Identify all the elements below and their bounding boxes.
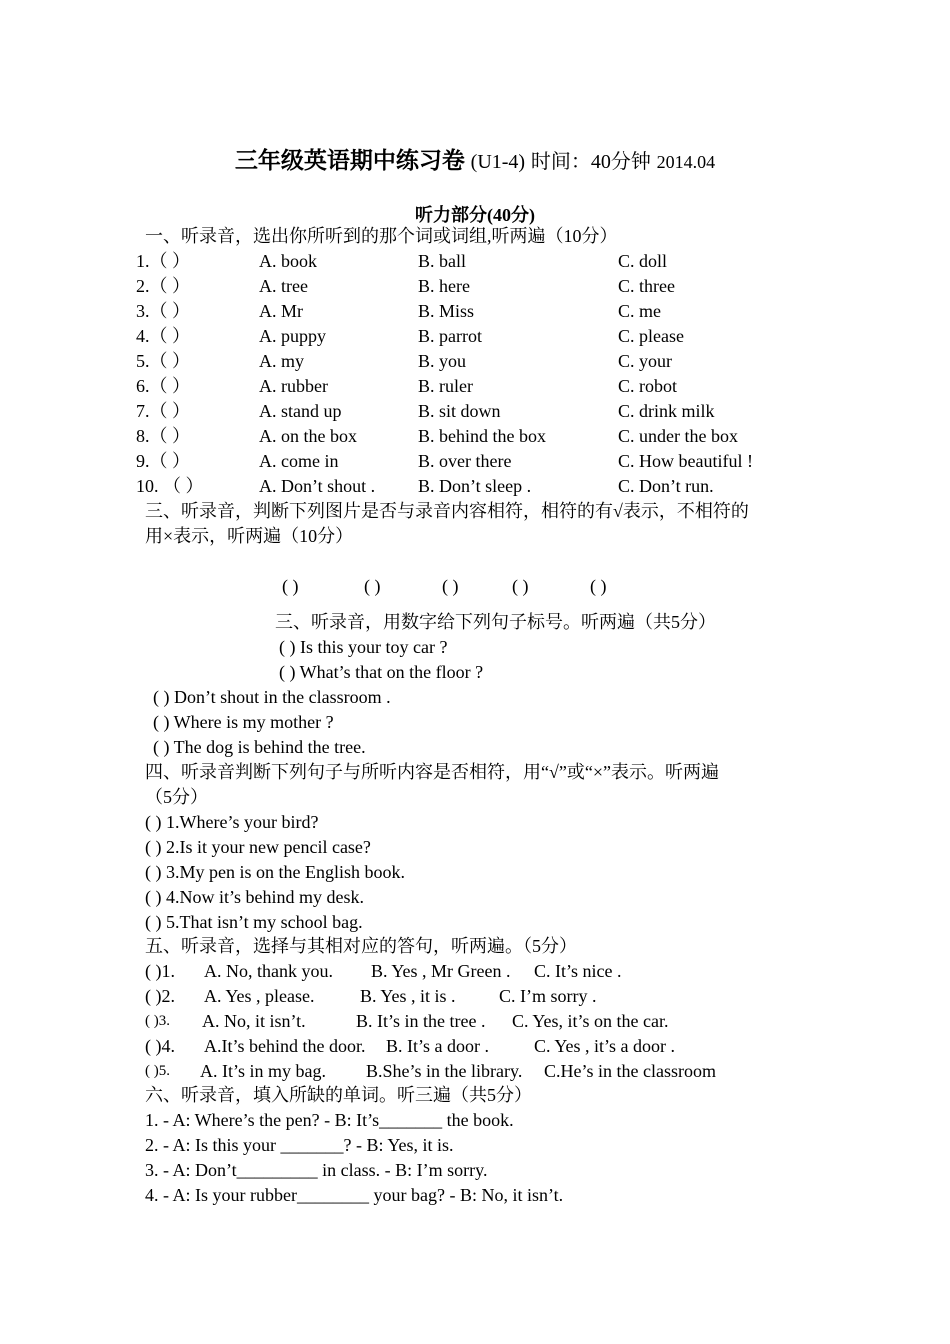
list-item: ( ) 4.Now it’s behind my desk. (145, 887, 364, 907)
question-number: 1.（ ） (136, 251, 190, 271)
question-number: ( )2. (145, 986, 175, 1006)
list-item: 2. - A: Is this your _______? - B: Yes, it is. (145, 1135, 454, 1155)
option-a: A. No, thank you. (204, 961, 333, 981)
option-b: B. It’s a door . (386, 1036, 489, 1056)
option-b: B. here (418, 276, 470, 296)
question-number: ( )1. (145, 961, 175, 981)
answer-bracket: ( ) (282, 576, 299, 596)
question-number: 6.（ ） (136, 376, 190, 396)
option-c: C. doll (618, 251, 668, 271)
section2-heading-line1: 三、听录音，判断下列图片是否与录音内容相符，相符的有√表示，不相符的 (145, 501, 749, 521)
list-item: ( ) 3.My pen is on the English book. (145, 862, 405, 882)
question-number: 8.（ ） (136, 426, 190, 446)
section5-heading: 五、听录音，选择与其相对应的答句，听两遍。（5分） (145, 936, 577, 956)
option-b: B. Yes , it is . (360, 986, 456, 1006)
list-item: 4. - A: Is your rubber________ your bag? - B: No, it isn’t. (145, 1185, 564, 1205)
option-a: A. Don’t shout . (259, 476, 376, 496)
option-a: A. Yes , please. (204, 986, 315, 1006)
answer-bracket: ( ) (442, 576, 459, 596)
list-item: ( ) What’s that on the floor ? (279, 662, 484, 682)
option-c: C. How beautiful ! (618, 451, 753, 471)
option-b: B. sit down (418, 401, 501, 421)
page-title (0, 146, 950, 177)
question-number: 7.（ ） (136, 401, 190, 421)
option-b: B. Don’t sleep . (418, 476, 532, 496)
list-item: ( ) 5.That isn’t my school bag. (145, 912, 363, 932)
option-a: A. come in (259, 451, 339, 471)
option-b: B. Miss (418, 301, 475, 321)
option-a: A. No, it isn’t. (202, 1011, 306, 1031)
option-a: A. book (259, 251, 317, 271)
question-number: 3.（ ） (136, 301, 190, 321)
option-b: B.She’s in the library. (366, 1061, 523, 1081)
list-item: ( ) Where is my mother ? (153, 712, 334, 732)
question-number: 5.（ ） (136, 351, 190, 371)
question-number: 9.（ ） (136, 451, 190, 471)
option-c: C. me (618, 301, 661, 321)
section2-heading-line2: 用×表示，听两遍（10分） (145, 526, 354, 546)
question-number: 2.（ ） (136, 276, 190, 296)
option-b: B. over there (418, 451, 512, 471)
answer-bracket: ( ) (364, 576, 381, 596)
question-number: ( )4. (145, 1036, 175, 1056)
section4-heading-line1: 四、听录音判断下列句子与所听内容是否相符，用“√”或“×”表示。听两遍 (145, 762, 719, 782)
option-c: C. your (618, 351, 672, 371)
option-a: A. stand up (259, 401, 342, 421)
option-a: A. It’s in my bag. (200, 1061, 326, 1081)
section6-heading: 六、听录音，填入所缺的单词。听三遍（共5分） (145, 1085, 532, 1105)
option-c: C. drink milk (618, 401, 715, 421)
list-item: 1. - A: Where’s the pen? - B: It’s_______ the book. (145, 1110, 514, 1130)
title-chinese: 三年级英语期中练习卷 (234, 148, 465, 173)
answer-bracket: ( ) (512, 576, 529, 596)
option-a: A. my (259, 351, 304, 371)
option-b: B. It’s in the tree . (356, 1011, 486, 1031)
option-a: A. on the box (259, 426, 357, 446)
question-number: 10. （ ） (136, 476, 204, 496)
option-a: A. tree (259, 276, 308, 296)
option-b: B. behind the box (418, 426, 546, 446)
list-item: ( ) 2.Is it your new pencil case? (145, 837, 371, 857)
option-b: B. Yes , Mr Green . (371, 961, 511, 981)
title-units: (U1-4) (470, 151, 526, 173)
option-a: A. Mr (259, 301, 303, 321)
listening-heading: 听力部分(40分) (415, 205, 535, 225)
question-number: ( )5. (145, 1063, 170, 1079)
option-a: A. puppy (259, 326, 326, 346)
option-c: C. Yes, it’s on the car. (512, 1011, 669, 1031)
option-b: B. ruler (418, 376, 473, 396)
section3-heading: 三、听录音，用数字给下列句子标号。听两遍（共5分） (275, 612, 716, 632)
option-c: C. I’m sorry . (499, 986, 597, 1006)
option-a: A.It’s behind the door. (204, 1036, 366, 1056)
option-c: C. please (618, 326, 684, 346)
list-item: ( ) The dog is behind the tree. (153, 737, 366, 757)
title-date: 2014.04 (656, 152, 716, 172)
option-b: B. you (418, 351, 467, 371)
option-c: C. three (618, 276, 675, 296)
option-b: B. parrot (418, 326, 482, 346)
option-c: C. Yes , it’s a door . (534, 1036, 676, 1056)
list-item: ( ) Don’t shout in the classroom . (153, 687, 391, 707)
option-c: C. robot (618, 376, 678, 396)
section1-heading: 一、听录音，选出你所听到的那个词或词组,听两遍（10分） (145, 226, 618, 246)
option-c: C. under the box (618, 426, 738, 446)
option-c: C. Don’t run. (618, 476, 714, 496)
title-time: 时间：40分钟 (530, 151, 651, 173)
list-item: ( ) Is this your toy car ? (279, 637, 448, 657)
list-item: ( ) 1.Where’s your bird? (145, 812, 319, 832)
question-number: ( )3. (145, 1013, 170, 1029)
question-number: 4.（ ） (136, 326, 190, 346)
list-item: 3. - A: Don’t_________ in class. - B: I’m sorry. (145, 1160, 488, 1180)
section4-heading-line2: （5分） (145, 787, 208, 807)
answer-bracket: ( ) (590, 576, 607, 596)
option-b: B. ball (418, 251, 466, 271)
option-a: A. rubber (259, 376, 328, 396)
option-c: C.He’s in the classroom (544, 1061, 716, 1081)
option-c: C. It’s nice . (534, 961, 622, 981)
